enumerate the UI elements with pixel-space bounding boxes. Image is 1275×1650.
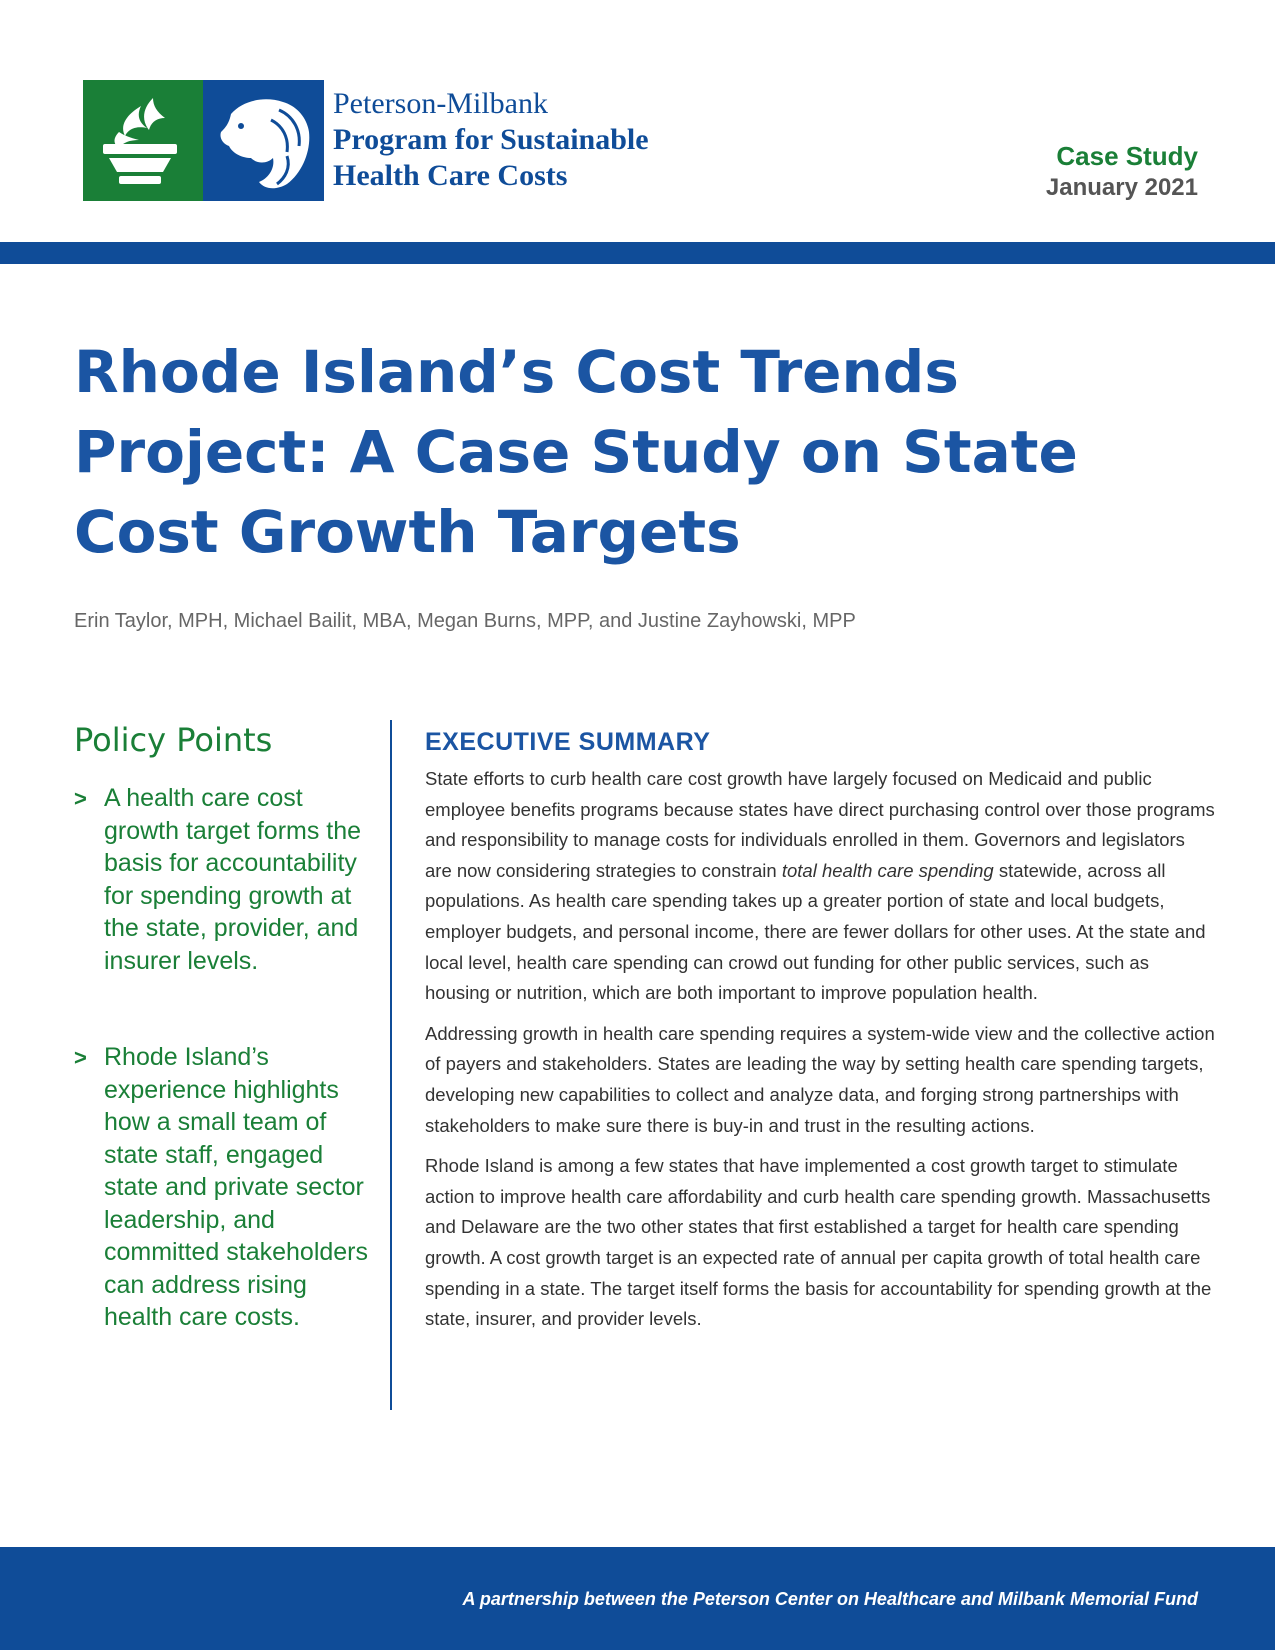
column-divider xyxy=(390,720,392,1410)
footer-band xyxy=(0,1547,1275,1650)
policy-point xyxy=(74,1041,374,1334)
summary-paragraph-2: Addressing growth in health care spending requires a system-wide view and the collective action of payers and stakeholders. States are leading the way by setting health care spending targets, developing new capabilities to collect and analyze data, and forging strong partnerships with stakeholders to make sure there is buy-in and trust in the resulting actions. xyxy=(425,1022,1215,1136)
document-meta xyxy=(1046,140,1198,204)
policy-point-text: A health care cost growth target forms the basis for accountability for spending growth at the state, provider, and insurer levels. xyxy=(104,784,362,975)
summary-paragraph-1-start: State efforts to curb health care cost growth have largely focused on Medicaid and public employee benefits programs because states have direct purchasing control over those programs and responsibility to manage costs for individuals enrolled in them. Governors and legislators are now considering strategies to constrain xyxy=(425,768,1215,881)
policy-point-text: Rhode Island’s experience highlights how a small team of state staff, engaged state and private sector leadership, and committed stakeholders can address rising health care costs. xyxy=(104,1043,369,1331)
publication-date: January 2021 xyxy=(1045,174,1198,201)
policy-point xyxy=(74,782,374,977)
chevron-right-icon: > xyxy=(74,1045,87,1070)
program-name-line-2: Program for Sustainable xyxy=(333,123,649,156)
document-type: Case Study xyxy=(1056,141,1198,171)
summary-paragraph-1 xyxy=(425,764,1215,1009)
torch-lion-icon xyxy=(83,80,324,201)
summary-paragraph-1-end: statewide, across all populations. As health care spending takes up a greater portion of state and local budgets, employer budgets, and personal income, there are fewer dollars for other uses. At the state and local level, health care spending can crowd out funding for other public services, such as housing or nutrition, which are both important to improve population health. xyxy=(425,859,1206,1004)
program-logo xyxy=(83,80,324,201)
program-name xyxy=(333,86,693,194)
executive-summary xyxy=(425,722,1215,1345)
chevron-right-icon: > xyxy=(74,786,87,811)
document-title: Rhode Island’s Cost Trends Project: A Case Study on State Cost Growth Targets xyxy=(74,338,1078,566)
header-divider-bar xyxy=(0,242,1275,264)
footer-partnership-text: A partnership between the Peterson Center on Healthcare and Milbank Memorial Fund xyxy=(462,1589,1198,1609)
executive-summary-heading: EXECUTIVE SUMMARY xyxy=(425,728,711,756)
summary-paragraph-3: Rhode Island is among a few states that have implemented a cost growth target to stimulate action to improve health care affordability and curb health care spending growth. Massachusetts and Delaware are the two other states that first established a target for health care spending growth. A cost growth target is an expected rate of annual per capita growth of total health care spending in a state. The target itself forms the basis for accountability for spending growth at the state, insurer, and provider levels. xyxy=(425,1155,1212,1330)
policy-points-sidebar xyxy=(74,720,374,1334)
program-name-line-1: Peterson-Milbank xyxy=(333,87,548,120)
program-name-line-3: Health Care Costs xyxy=(333,159,568,192)
policy-points-heading: Policy Points xyxy=(74,721,273,759)
summary-emphasis: total health care spending xyxy=(781,859,994,881)
authors-line: Erin Taylor, MPH, Michael Bailit, MBA, Megan Burns, MPP, and Justine Zayhowski, MPP xyxy=(74,610,856,632)
